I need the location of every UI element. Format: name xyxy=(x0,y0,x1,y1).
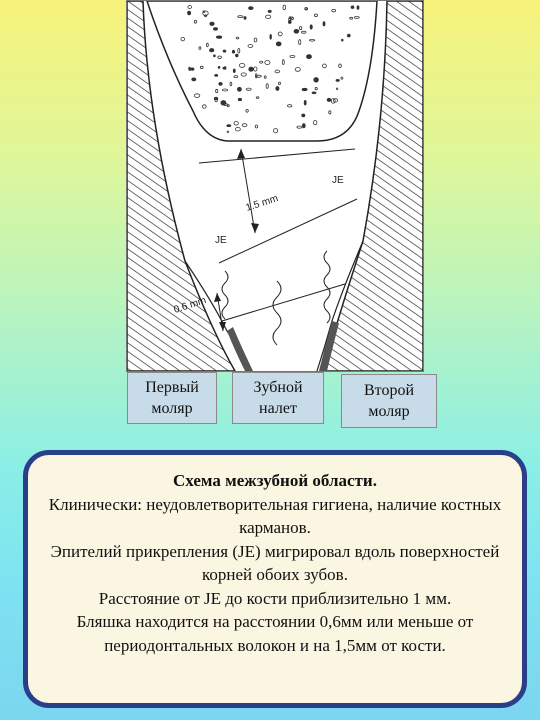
je-line-left xyxy=(222,284,345,321)
bone-dot xyxy=(218,66,220,68)
arrowhead-up xyxy=(237,149,245,159)
bone-dot xyxy=(357,6,359,10)
interdental-diagram xyxy=(126,0,424,372)
caption-title: Схема межзубной области. xyxy=(173,471,377,490)
bone-dot xyxy=(237,87,241,91)
bone-dot xyxy=(210,49,214,52)
label-second-molar xyxy=(341,374,437,428)
bone-dot xyxy=(276,87,279,91)
bone-dot xyxy=(189,67,191,70)
bone-dot xyxy=(227,125,231,127)
bone-dot xyxy=(233,69,235,73)
bone-dot xyxy=(312,92,316,94)
bone-dot xyxy=(223,67,226,69)
measure-1-5-label: 1.5 mm xyxy=(244,193,280,214)
bone-dot xyxy=(223,50,226,52)
bone-dot xyxy=(336,79,339,81)
bone-dot xyxy=(249,67,253,71)
bone-dot xyxy=(188,11,191,15)
alveolar-bone-crest xyxy=(147,1,377,141)
bone-dot xyxy=(232,50,234,53)
arrowhead-up-small xyxy=(214,293,221,302)
bone-dot xyxy=(268,10,271,12)
measure-1-5-line xyxy=(199,149,355,163)
bone-dot xyxy=(310,25,312,29)
caption-line: Бляшка находится на расстоянии 0,6мм или меньше от периодонтальных волокон и на 1,5мм от кости. xyxy=(76,612,474,655)
bone-dot xyxy=(327,98,331,101)
bone-dot xyxy=(288,21,291,24)
bone-dot xyxy=(238,98,241,100)
bone-dot xyxy=(307,55,312,59)
bone-dot xyxy=(214,97,218,99)
measure-0-6-label: 0.6 mm xyxy=(172,295,208,316)
bone-dot xyxy=(342,39,344,41)
label-plaque-text: Зубной налет xyxy=(253,379,303,417)
interdental-schematic xyxy=(127,1,423,371)
label-first-molar-text: Первый моляр xyxy=(145,379,199,417)
bone-dot xyxy=(323,22,325,26)
caption-line: Расстояние от JE до кости приблизительно 1 мм. xyxy=(98,588,452,608)
bone-dot xyxy=(314,78,319,83)
bone-dot xyxy=(236,54,239,57)
label-plaque xyxy=(232,372,324,424)
label-second-molar-text: Второй моляр xyxy=(363,382,414,420)
bone-dot xyxy=(249,7,254,10)
bone-dot xyxy=(213,28,217,31)
bone-dot xyxy=(219,82,222,85)
bone-dot xyxy=(214,55,216,57)
je-line-right xyxy=(219,199,357,263)
bone-dot xyxy=(210,22,214,25)
bone-dot xyxy=(302,114,305,117)
epithelium-center xyxy=(273,281,281,345)
measure-1-5-arrow xyxy=(241,149,255,233)
bone-dot xyxy=(192,78,196,81)
epithelium-left xyxy=(222,271,228,319)
bone-dot xyxy=(294,29,299,33)
bone-dot xyxy=(244,17,246,20)
bone-dot xyxy=(347,34,350,37)
epithelium-right xyxy=(324,251,330,323)
bone-dot xyxy=(302,88,307,90)
je-label-right: JE xyxy=(332,175,344,186)
arrowhead-down xyxy=(251,223,259,233)
bone-dot xyxy=(221,101,226,106)
caption-line: Клинически: неудовлетворительная гигиена, наличие костных карманов. xyxy=(48,494,502,537)
bone-dot xyxy=(191,68,194,70)
label-first-molar xyxy=(127,372,217,424)
bone-dot xyxy=(351,6,354,9)
caption-line: Эпителий прикрепления (JE) мигрировал вдоль поверхностей корней обоих зубов. xyxy=(50,541,500,584)
caption-panel xyxy=(23,450,527,708)
je-label-left: JE xyxy=(215,235,227,246)
bone-dot xyxy=(276,42,281,46)
bone-dot xyxy=(302,124,305,128)
bone-dot xyxy=(270,34,272,39)
bone-dot xyxy=(215,74,218,76)
bone-dot xyxy=(304,100,306,105)
